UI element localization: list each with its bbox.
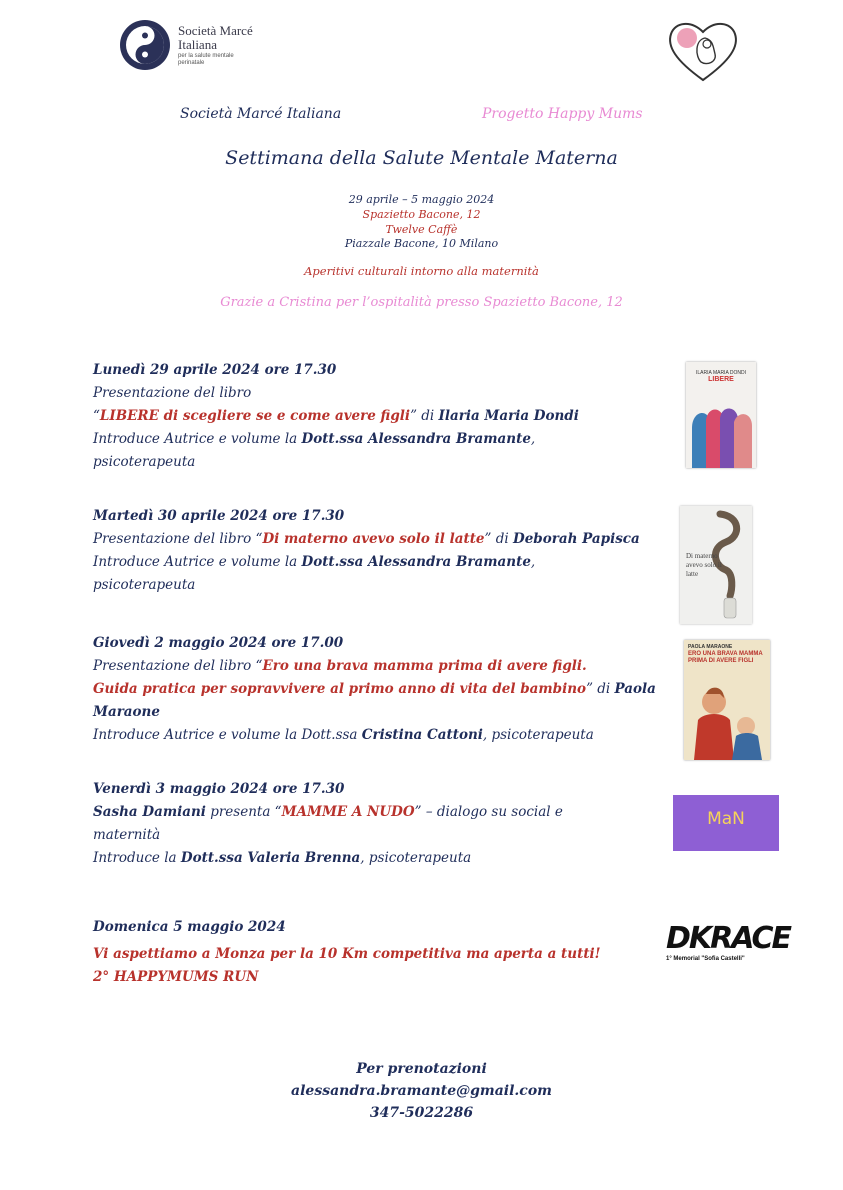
event-line: Presentazione del libro “ xyxy=(93,658,263,674)
event-line-2: maternità xyxy=(93,827,161,843)
quote-close: ” di xyxy=(410,408,439,424)
contact-block xyxy=(0,1058,843,1124)
event-friday xyxy=(93,778,663,870)
cover-author: PAOLA MARAONE xyxy=(688,644,733,650)
event-sunday xyxy=(93,916,663,989)
doctor-name: Dott.ssa Alessandra Bramante xyxy=(301,431,531,447)
contact-phone[interactable]: 347-5022286 xyxy=(369,1105,474,1121)
venue-cafe: Twelve Caffè xyxy=(385,223,458,236)
book-title: LIBERE di scegliere se e come avere figli xyxy=(99,408,411,424)
event-thursday xyxy=(93,632,663,747)
logo-name2: Italiana xyxy=(178,37,217,52)
thanks-line: Grazie a Cristina per l’ospitalità presso Spazietto Bacone, 12 xyxy=(220,295,623,310)
author-surname: Maraone xyxy=(93,704,160,720)
event-line: Presentazione del libro xyxy=(93,385,252,401)
author-name: Deborah Papisca xyxy=(512,531,640,547)
cover-author: ILARIA MARIA DONDI xyxy=(695,370,746,376)
event-monday xyxy=(93,359,663,474)
role-sep: , xyxy=(530,554,536,570)
mamme-a-nudo-logo xyxy=(673,795,779,851)
logo-name: Società Marcé xyxy=(178,23,253,38)
event-tuesday xyxy=(93,505,663,597)
doctor-name: Dott.ssa Valeria Brenna xyxy=(180,850,361,866)
venue-name: Spazietto Bacone, 12 xyxy=(362,208,481,221)
yin-yang-icon xyxy=(118,18,172,72)
role-text: psicoterapeuta xyxy=(93,577,196,593)
book-title: Ero una brava mamma prima di avere figli. xyxy=(262,658,587,674)
book-cover-ero-una-brava-mamma xyxy=(684,640,770,760)
role-text: , psicoterapeuta xyxy=(360,850,472,866)
author-name: Ilaria Maria Dondi xyxy=(438,408,579,424)
author-name: Paola xyxy=(614,681,656,697)
page-title: Settimana della Salute Mentale Materna xyxy=(225,147,618,169)
cover-title: ERO UNA BRAVA MAMMA PRIMA DI AVERE FIGLI xyxy=(688,651,763,664)
role-text: psicoterapeuta xyxy=(93,454,196,470)
dkrace-logo-text: DKRACE xyxy=(666,921,791,956)
marce-logo xyxy=(118,18,318,78)
role-text: , psicoterapeuta xyxy=(482,727,594,743)
quote-close: ” di xyxy=(484,531,513,547)
man-logo-text: MaN xyxy=(707,809,745,829)
logo-tagline: per la salute mentale perinatale xyxy=(178,53,234,66)
happy-mums-heart-logo xyxy=(665,16,741,86)
header-org: Società Marcé Italiana xyxy=(180,106,342,122)
event-heading: Venerdì 3 maggio 2024 ore 17.30 xyxy=(93,781,345,797)
event-heading: Lunedì 29 aprile 2024 ore 17.30 xyxy=(93,362,337,378)
intro-text: Introduce la xyxy=(93,850,181,866)
quote-close: ” – dialogo su social e xyxy=(414,804,563,820)
book-subtitle: Guida pratica per sopravvivere al primo anno di vita del bambino xyxy=(93,681,587,697)
role-sep: , xyxy=(530,431,536,447)
quote-open: “ xyxy=(93,408,100,424)
cover-title: Di materno avevo solo il latte xyxy=(686,552,722,578)
contact-label: Per prenotazioni xyxy=(356,1061,487,1077)
cover-title: LIBERE xyxy=(708,376,734,383)
event-heading: Giovedì 2 maggio 2024 ore 17.00 xyxy=(93,635,344,651)
run-title: 2° HAPPYMUMS RUN xyxy=(93,969,259,985)
event-line: Presentazione del libro “ xyxy=(93,531,263,547)
mother-child-illustration-icon xyxy=(684,680,770,760)
dkrace-sub: 1° Memorial "Sofia Castelli" xyxy=(666,956,745,962)
run-invite: Vi aspettiamo a Monza per la 10 Km competitiva ma aperta a tutti! xyxy=(93,946,601,962)
book-cover-libere xyxy=(686,362,756,468)
dkrace-logo xyxy=(666,921,791,970)
intro-text: Introduce Autrice e volume la xyxy=(93,431,302,447)
talk-title: MAMME A NUDO xyxy=(281,804,415,820)
header-project: Progetto Happy Mums xyxy=(482,106,643,122)
event-heading: Domenica 5 maggio 2024 xyxy=(93,919,286,935)
book-cover-di-materno xyxy=(680,506,752,624)
event-dates: 29 aprile – 5 maggio 2024 xyxy=(348,193,495,206)
doctor-name: Cristina Cattoni xyxy=(361,727,483,743)
event-line: presenta “ xyxy=(205,804,282,820)
contact-email[interactable]: alessandra.bramante@gmail.com xyxy=(291,1083,552,1099)
venue-address: Piazzale Bacone, 10 Milano xyxy=(344,237,499,250)
aperitivi-subtitle: Aperitivi culturali intorno alla maternità xyxy=(304,264,539,278)
faces-illustration-icon xyxy=(686,398,756,468)
quote-close: ” di xyxy=(586,681,615,697)
intro-text: Introduce Autrice e volume la xyxy=(93,554,302,570)
event-heading: Martedì 30 aprile 2024 ore 17.30 xyxy=(93,508,345,524)
doctor-name: Dott.ssa Alessandra Bramante xyxy=(301,554,531,570)
heart-mother-icon xyxy=(665,16,741,86)
book-title: Di materno avevo solo il latte xyxy=(262,531,485,547)
presenter-name: Sasha Damiani xyxy=(93,804,206,820)
intro-text: Introduce Autrice e volume la Dott.ssa xyxy=(93,727,362,743)
